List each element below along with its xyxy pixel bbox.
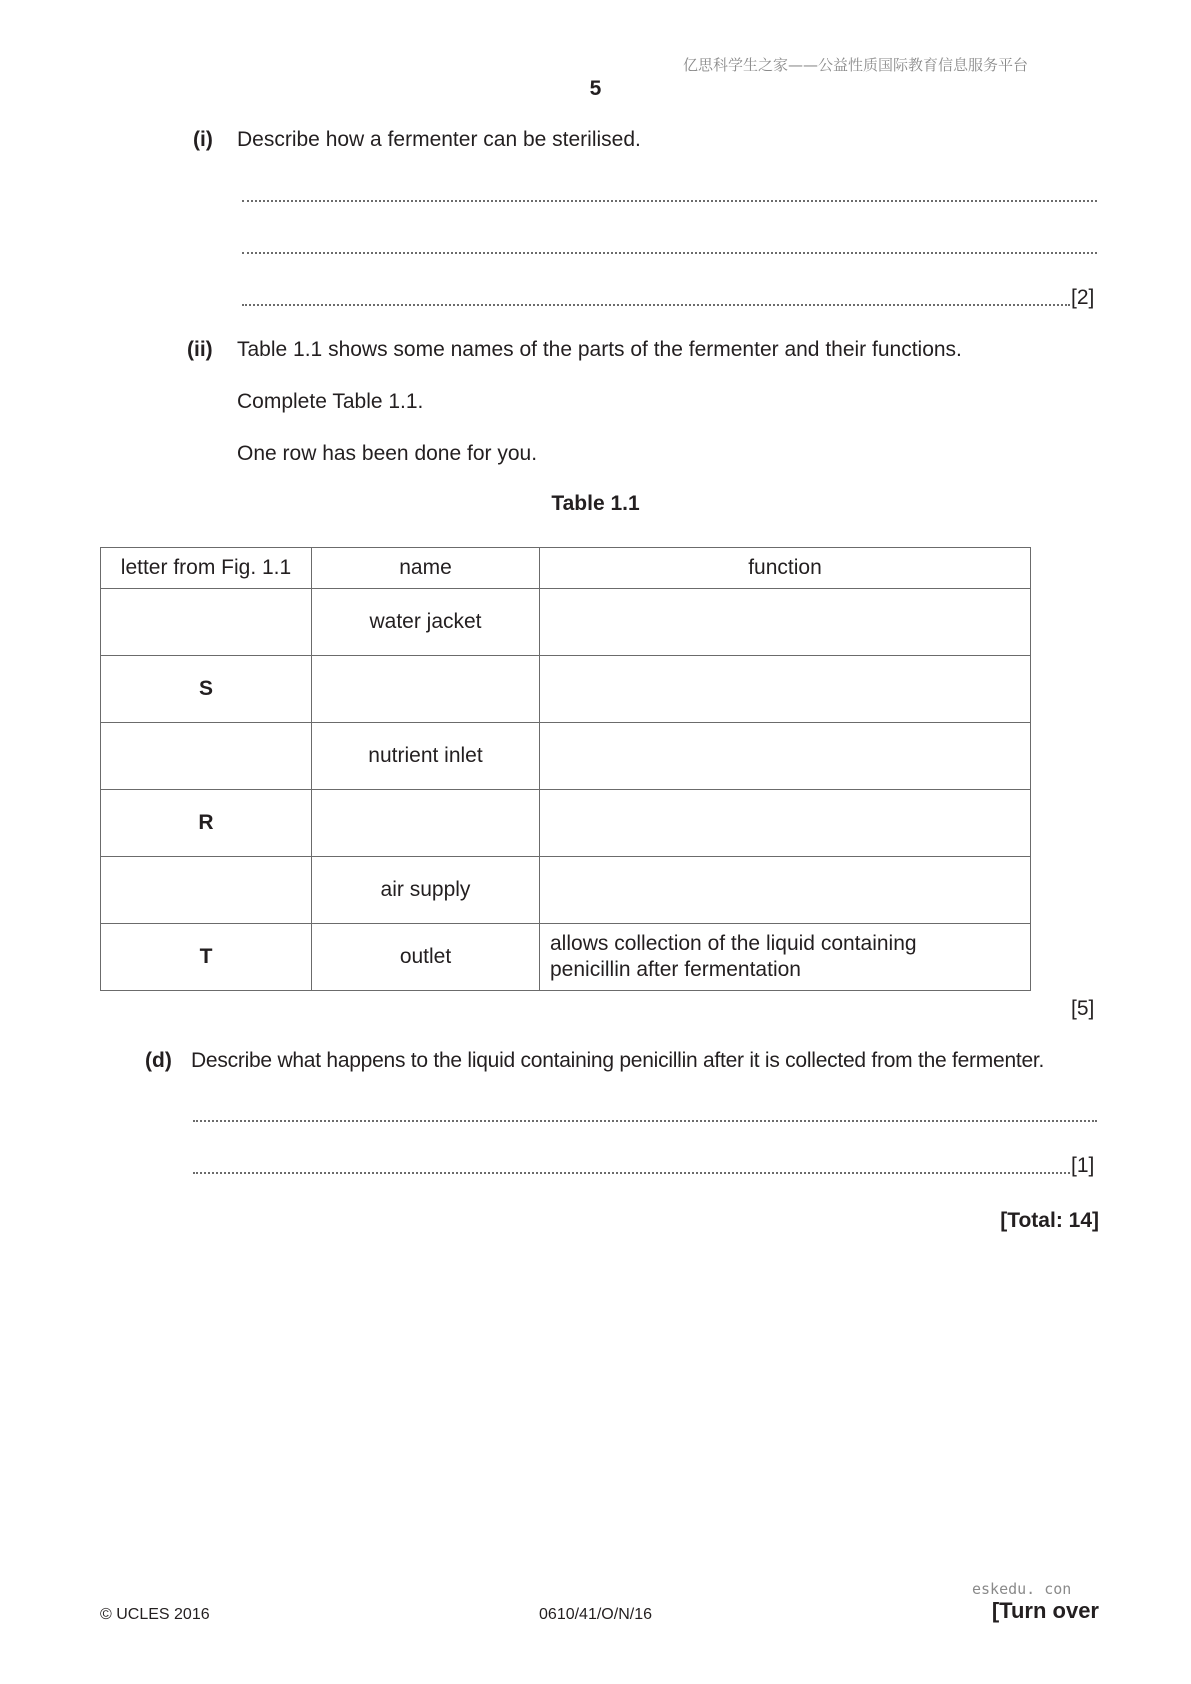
table-row	[101, 790, 1031, 857]
question-text-i: Describe how a fermenter can be sterilised.	[237, 128, 641, 151]
name-cell[interactable]	[312, 656, 540, 723]
name-cell: nutrient inlet	[312, 723, 540, 790]
question-label-ii: (ii)	[187, 338, 213, 361]
function-text-line: allows collection of the liquid containing	[550, 932, 917, 955]
function-cell[interactable]	[540, 656, 1031, 723]
answer-line[interactable]	[242, 250, 1097, 254]
letter-cell[interactable]	[101, 589, 312, 656]
header-name: name	[312, 548, 540, 589]
copyright: © UCLES 2016	[100, 1606, 210, 1623]
letter-cell: S	[101, 656, 312, 723]
paper-code: 0610/41/O/N/16	[539, 1606, 652, 1623]
letter-cell[interactable]	[101, 723, 312, 790]
parts-table	[100, 547, 1031, 991]
function-text-line: penicillin after fermentation	[550, 958, 801, 981]
name-cell: water jacket	[312, 589, 540, 656]
letter-cell: R	[101, 790, 312, 857]
question-label-i: (i)	[193, 128, 213, 151]
name-cell[interactable]	[312, 790, 540, 857]
watermark-header: 亿思科学生之家——公益性质国际教育信息服务平台	[683, 56, 1029, 74]
marks-d: [1]	[1071, 1154, 1095, 1177]
table-row	[101, 656, 1031, 723]
table-row	[101, 857, 1031, 924]
table-row	[101, 589, 1031, 656]
header-letter: letter from Fig. 1.1	[101, 548, 312, 589]
answer-line[interactable]	[193, 1118, 1097, 1122]
table-header-row	[101, 548, 1031, 589]
answer-line[interactable]	[242, 198, 1097, 202]
turn-over: [Turn over	[991, 1598, 1099, 1623]
note-text: One row has been done for you.	[237, 442, 538, 465]
function-cell[interactable]	[540, 589, 1031, 656]
letter-cell: T	[101, 924, 312, 991]
answer-line[interactable]	[193, 1170, 1070, 1174]
marks-i: [2]	[1071, 286, 1095, 309]
table-row	[101, 924, 1031, 991]
function-cell	[540, 924, 1031, 991]
total-marks: [Total: 14]	[1000, 1209, 1099, 1232]
question-text-ii: Table 1.1 shows some names of the parts of the fermenter and their functions.	[237, 338, 962, 361]
marks-ii: [5]	[1071, 997, 1095, 1020]
instruction-text: Complete Table 1.1.	[237, 390, 424, 413]
header-function: function	[540, 548, 1031, 589]
function-cell[interactable]	[540, 857, 1031, 924]
page-number: 5	[589, 77, 602, 100]
function-cell[interactable]	[540, 790, 1031, 857]
name-cell: air supply	[312, 857, 540, 924]
answer-line[interactable]	[242, 302, 1070, 306]
watermark-footer: eskedu. con	[972, 1580, 1072, 1598]
question-text-d: Describe what happens to the liquid containing penicillin after it is collected from the fermenter.	[191, 1049, 1045, 1072]
question-label-d: (d)	[145, 1049, 172, 1072]
function-cell[interactable]	[540, 723, 1031, 790]
table-row	[101, 723, 1031, 790]
letter-cell[interactable]	[101, 857, 312, 924]
name-cell: outlet	[312, 924, 540, 991]
table-title: Table 1.1	[551, 492, 640, 515]
